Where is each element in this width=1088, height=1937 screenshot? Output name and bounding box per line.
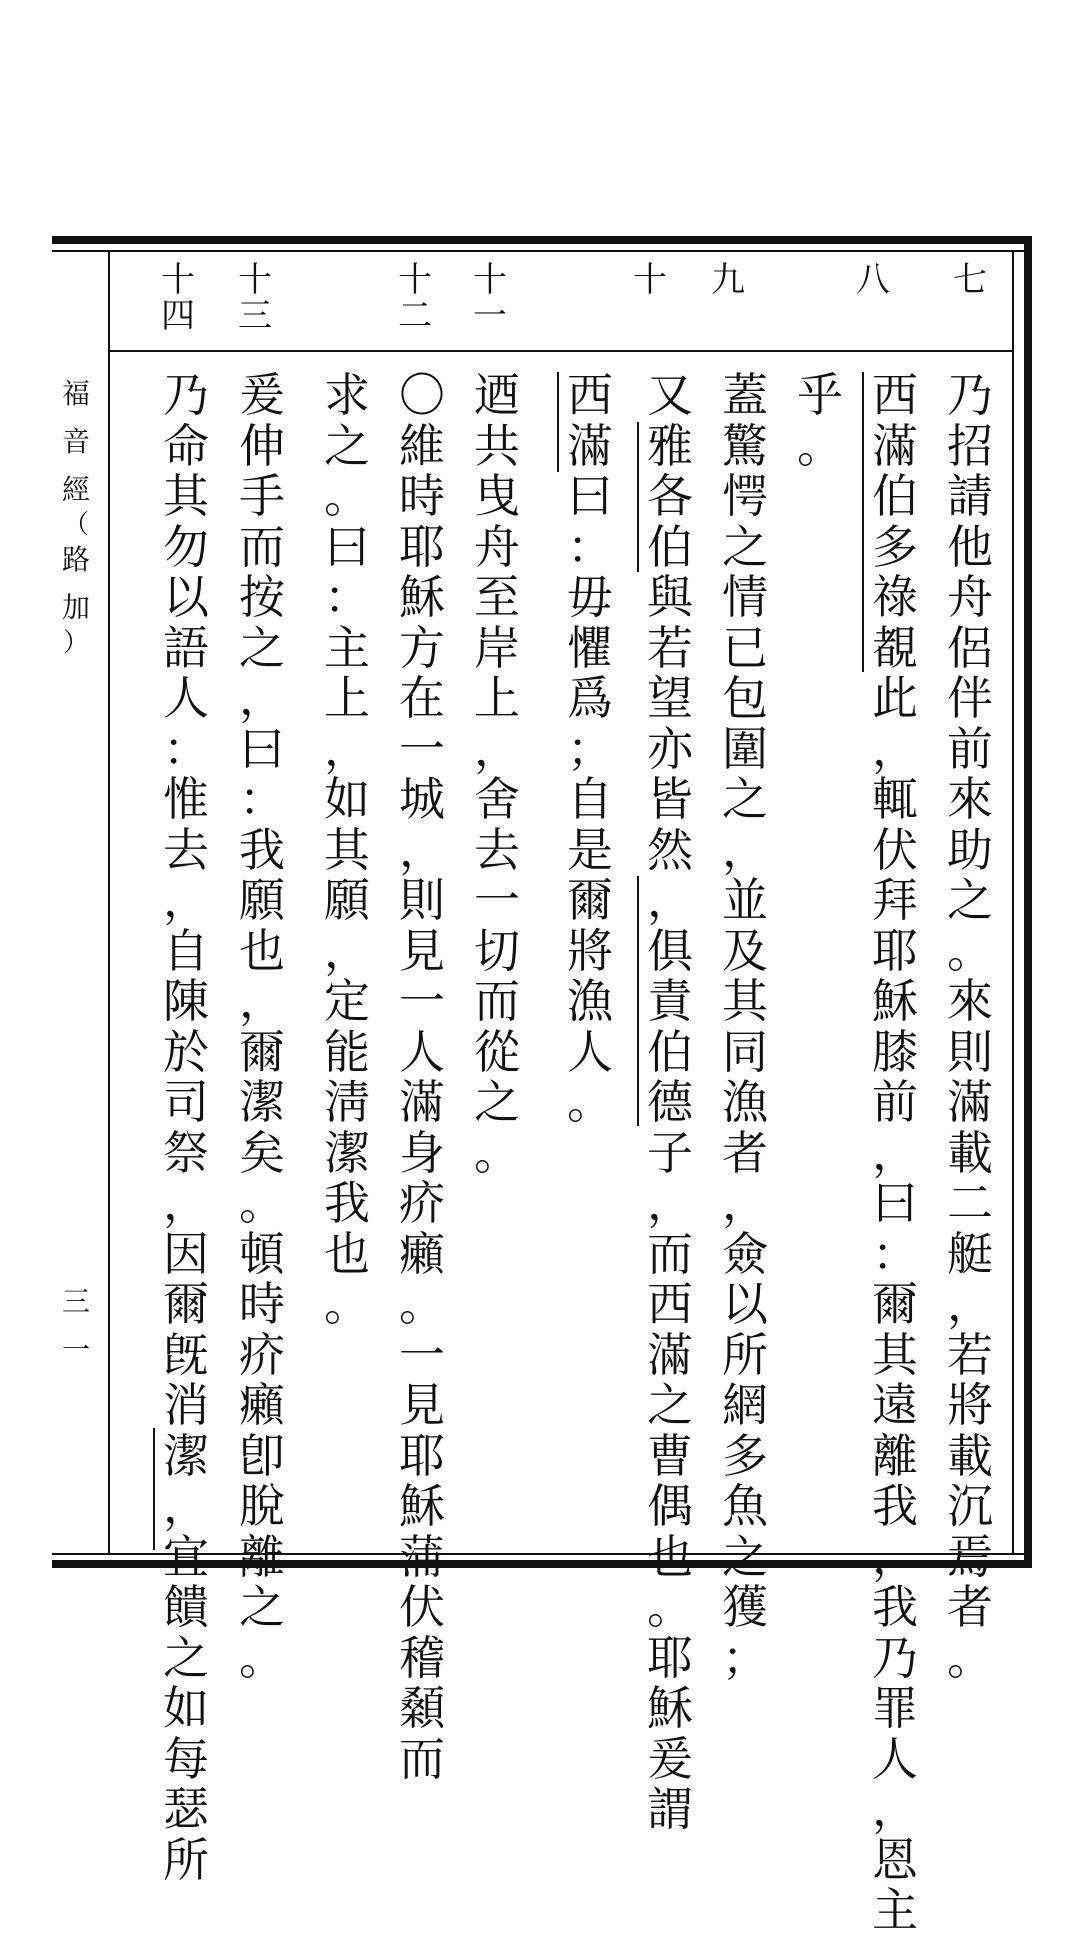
glyph: 一 [399,1327,445,1382]
glyph: 爾 [163,1277,209,1331]
glyph: 其 [324,822,370,877]
glyph: 來 [947,974,993,1028]
text-column [392,370,452,1784]
glyph: 。 [474,1125,520,1180]
glyph: ， [872,1529,918,1584]
glyph: 恩 [872,1832,918,1887]
glyph: 所 [722,1327,768,1382]
glyph: ， [239,974,285,1028]
glyph: 此 [872,671,918,725]
glyph: 之 [239,620,285,675]
glyph: 耶 [399,1428,445,1483]
glyph: 請 [947,469,993,523]
glyph: 自 [163,923,209,978]
glyph: 其 [872,1327,918,1382]
glyph: 舍 [474,772,520,826]
glyph: 。 [647,1580,693,1634]
glyph: 求 [324,368,370,422]
glyph: 蓋 [722,368,768,422]
glyph: 疥 [399,1176,445,1230]
glyph: 偶 [647,1479,693,1533]
glyph: 切 [474,923,520,978]
glyph: 毋 [567,570,613,624]
glyph: 愕 [722,469,768,523]
glyph: 曹 [647,1428,693,1483]
glyph: 並 [722,873,768,927]
glyph: 離 [872,1428,918,1483]
glyph: 之 [474,1075,520,1129]
glyph: 驚 [722,418,768,473]
glyph: 耶 [399,519,445,574]
proper-name-line [557,372,559,472]
frame-inner-left-rule [108,250,110,1555]
glyph: 艇 [947,1226,993,1281]
glyph: 前 [872,1075,918,1129]
glyph: 滿 [947,1075,993,1129]
glyph: 方 [399,620,445,675]
glyph: 之 [647,1378,693,1432]
glyph: 上 [474,671,520,725]
glyph: 手 [239,469,285,523]
glyph: 一 [61,1333,90,1366]
glyph: 十 [238,260,272,300]
glyph: 而 [474,974,520,1028]
glyph: 又 [647,368,693,422]
glyph: 。 [797,418,843,473]
glyph: 蒲 [399,1529,445,1584]
glyph: 也 [239,923,285,978]
book-part-close-paren: ） [62,628,89,658]
glyph: 載 [947,1125,993,1180]
glyph: ， [474,721,520,776]
glyph: 爲 [567,671,613,725]
glyph: 而 [239,519,285,574]
glyph: 以 [722,1277,768,1331]
glyph: 以 [163,570,209,624]
glyph: 能 [324,1024,370,1079]
glyph: ， [722,822,768,877]
glyph: 之 [324,418,370,473]
glyph: 耶 [872,923,918,978]
glyph: 伏 [872,822,918,877]
glyph: 之 [163,1630,209,1685]
glyph: 與 [647,570,693,624]
glyph: 載 [947,1428,993,1483]
glyph: 僉 [722,1226,768,1281]
glyph: 見 [399,923,445,978]
page-number [56,1278,96,1374]
glyph: 耶 [647,1630,693,1685]
glyph: 其 [722,974,768,1028]
glyph: 我 [872,1580,918,1634]
glyph: 懼 [567,620,613,675]
glyph: 消 [163,1378,209,1432]
text-column [560,370,620,1128]
glyph: 音 [61,425,90,458]
glyph: 曰 [567,469,613,523]
glyph: 潔 [324,1125,370,1180]
glyph: 司 [163,1075,209,1129]
glyph: 之 [722,1529,768,1584]
glyph: 〇 [399,368,445,422]
proper-name-line [637,876,639,1126]
glyph: 。 [324,469,370,523]
glyph: 西 [567,368,613,422]
glyph: 疥 [239,1327,285,1382]
glyph: 一 [474,873,520,927]
frame-top-thick-rule [52,236,1032,244]
glyph: 漁 [722,1075,768,1129]
glyph: 身 [399,1125,445,1180]
glyph: 而 [647,1226,693,1281]
glyph: 二 [947,1176,993,1230]
glyph: 之 [947,873,993,927]
glyph: 共 [474,418,520,473]
glyph: 爾 [239,1024,285,1079]
book-part [56,536,96,632]
glyph: 癩 [239,1378,285,1432]
glyph: ， [872,721,918,776]
glyph: 宜 [163,1529,209,1584]
glyph: 自 [567,772,613,826]
glyph: 願 [324,873,370,927]
glyph: 德 [647,1075,693,1129]
glyph: 獲 [722,1580,768,1634]
glyph: ， [872,1125,918,1180]
text-column [940,370,1000,1683]
glyph: 願 [239,873,285,927]
glyph: 人 [872,1731,918,1786]
glyph: 西 [872,368,918,422]
glyph: 包 [722,671,768,725]
glyph: 然 [647,822,693,877]
glyph: 之 [722,772,768,826]
frame-right-thin-rule [1012,250,1014,1555]
glyph: 則 [947,1024,993,1079]
glyph: 前 [947,721,993,776]
glyph: 曰 [324,519,370,574]
glyph: 是 [567,822,613,877]
proper-name-line [153,1428,155,1550]
glyph: 去 [163,822,209,877]
glyph: 瑟 [163,1782,209,1836]
glyph: 三 [238,296,272,336]
glyph: 曰 [872,1176,918,1230]
glyph: ， [872,1782,918,1836]
glyph: 勿 [163,519,209,574]
glyph: 一 [473,296,507,336]
glyph: 罪 [872,1681,918,1735]
glyph: 我 [324,1176,370,1230]
glyph: 按 [239,570,285,624]
glyph: 伯 [647,519,693,574]
glyph: ， [163,1479,209,1533]
glyph: 淸 [324,1075,370,1129]
book-title-text [56,370,96,514]
verse-number-band-rule [108,350,1014,352]
glyph: 。 [947,1630,993,1685]
verse-number [460,262,520,334]
glyph: 沉 [947,1479,993,1533]
frame-top-thin-rule [52,250,1032,252]
glyph: 。 [239,1630,285,1685]
glyph: 情 [722,570,768,624]
glyph: ： [163,721,209,776]
glyph: 網 [722,1378,768,1432]
verse-number: 八 [856,260,890,300]
text-column [790,370,850,471]
glyph: 穌 [399,570,445,624]
glyph: 上 [324,671,370,725]
glyph: 岸 [474,620,520,675]
glyph: ， [647,1176,693,1230]
glyph: 魚 [722,1479,768,1533]
glyph: 。 [567,1075,613,1129]
glyph: 主 [324,620,370,675]
glyph: 也 [324,1226,370,1281]
glyph: 爰 [239,368,285,422]
glyph: 福 [61,377,90,410]
verse-number: 十 [633,260,667,300]
glyph: ， [239,671,285,725]
glyph: ： [324,570,370,624]
glyph: 饋 [163,1580,209,1634]
verse-number [385,262,445,334]
glyph: 滿 [567,418,613,473]
glyph: 若 [647,620,693,675]
text-column [865,370,925,1936]
text-column [640,370,700,1835]
glyph: 伴 [947,671,993,725]
text-column [232,370,292,1683]
glyph: 伯 [647,1024,693,1079]
glyph: 若 [947,1327,993,1382]
verse-number [148,262,208,334]
glyph: 因 [163,1226,209,1281]
glyph: 一 [399,721,445,776]
glyph: ： [239,772,285,826]
proper-name-line [862,372,864,672]
text-column [156,370,216,1885]
glyph: 十 [398,260,432,300]
glyph: 其 [163,469,209,523]
glyph: 望 [647,671,693,725]
glyph: 漁 [567,974,613,1028]
glyph: 者 [722,1125,768,1180]
glyph: 各 [647,469,693,523]
glyph: ， [324,721,370,776]
glyph: 於 [163,1024,209,1079]
glyph: 輒 [872,772,918,826]
glyph: 卽 [239,1428,285,1483]
glyph: 伸 [239,418,285,473]
glyph: 西 [647,1277,693,1331]
glyph: 十 [473,260,507,300]
glyph: 伯 [872,469,918,523]
glyph: 加 [61,591,90,624]
glyph: 爾 [872,1277,918,1331]
glyph: 將 [947,1378,993,1432]
glyph: 滿 [872,418,918,473]
glyph: 顙 [399,1681,445,1735]
glyph: 惟 [163,772,209,826]
glyph: 主 [872,1883,918,1937]
glyph: 侶 [947,620,993,675]
glyph: ： [872,1226,918,1281]
glyph: ， [399,822,445,877]
glyph: 之 [239,1580,285,1634]
glyph: 多 [722,1428,768,1483]
glyph: 矣 [239,1125,285,1180]
text-column [467,370,527,1178]
glyph: ； [567,721,613,776]
verse-number: 七 [953,260,987,300]
glyph: 焉 [947,1529,993,1584]
glyph: 癩 [399,1226,445,1281]
book-title [56,370,96,658]
glyph: 他 [947,519,993,574]
glyph: 曰 [239,721,285,776]
glyph: 如 [324,772,370,826]
glyph: 爾 [567,873,613,927]
glyph: 遠 [872,1378,918,1432]
verse-number: 九 [711,260,745,300]
glyph: ， [163,1176,209,1230]
glyph: 從 [474,1024,520,1079]
glyph: 雅 [647,418,693,473]
glyph: 每 [163,1731,209,1786]
glyph: ， [324,923,370,978]
glyph: 我 [872,1479,918,1533]
book-part-open-paren: （ [62,510,89,540]
glyph: 。 [947,923,993,978]
glyph: 。 [399,1277,445,1331]
glyph: 人 [567,1024,613,1079]
glyph: 責 [647,974,693,1028]
glyph: 語 [163,620,209,675]
glyph: 如 [163,1681,209,1735]
glyph: 舟 [474,519,520,574]
glyph: 及 [722,923,768,978]
glyph: 路 [61,543,90,576]
glyph: 祭 [163,1125,209,1180]
glyph: 經 [61,473,90,506]
glyph: 覩 [872,620,918,675]
glyph: 滿 [647,1327,693,1382]
glyph: ； [722,1630,768,1685]
glyph: 者 [947,1580,993,1634]
glyph: 陳 [163,974,209,1028]
glyph: 稽 [399,1630,445,1685]
glyph: 亦 [647,721,693,776]
glyph: 離 [239,1529,285,1584]
glyph: 潔 [239,1075,285,1129]
glyph: 三 [61,1285,90,1318]
glyph: 多 [872,519,918,574]
glyph: 。 [324,1277,370,1331]
glyph: 二 [398,296,432,336]
verse-number [225,262,285,334]
glyph: ， [722,1176,768,1230]
glyph: 四 [161,296,195,336]
glyph: 祿 [872,570,918,624]
glyph: 滿 [399,1075,445,1129]
glyph: 城 [399,772,445,826]
glyph: 之 [722,519,768,574]
frame-right-thick-rule [1024,236,1032,1568]
glyph: 膝 [872,1024,918,1079]
glyph: 子 [647,1125,693,1180]
glyph: 也 [647,1529,693,1584]
glyph: 招 [947,418,993,473]
glyph: 俱 [647,923,693,978]
proper-name-line [637,422,639,572]
glyph: ， [647,873,693,927]
glyph: 旣 [163,1327,209,1382]
glyph: ， [947,1277,993,1331]
glyph: 維 [399,418,445,473]
glyph: 所 [163,1832,209,1887]
glyph: 穌 [647,1681,693,1735]
glyph: 而 [399,1731,445,1786]
glyph: 皆 [647,772,693,826]
glyph: 已 [722,620,768,675]
glyph: 一 [399,974,445,1028]
glyph: 定 [324,974,370,1028]
glyph: 爰 [647,1731,693,1786]
glyph: 人 [163,671,209,725]
glyph: 頓 [239,1226,285,1281]
glyph: 拜 [872,873,918,927]
glyph: 圍 [722,721,768,776]
glyph: 迺 [474,368,520,422]
glyph: 將 [567,923,613,978]
glyph: 舟 [947,570,993,624]
glyph: ： [567,519,613,574]
glyph: 人 [399,1024,445,1079]
glyph: 時 [399,469,445,523]
glyph: 穌 [399,1479,445,1533]
glyph: 見 [399,1378,445,1432]
glyph: 助 [947,822,993,877]
glyph: ， [163,873,209,927]
glyph: 。 [239,1176,285,1230]
glyph: 乃 [947,368,993,422]
glyph: 在 [399,671,445,725]
glyph: 謂 [647,1782,693,1836]
glyph: 曳 [474,469,520,523]
glyph: 穌 [872,974,918,1028]
text-column [317,370,377,1330]
glyph: 乎 [797,368,843,422]
glyph: 乃 [872,1630,918,1685]
glyph: 至 [474,570,520,624]
glyph: 潔 [163,1428,209,1483]
glyph: 來 [947,772,993,826]
glyph: 伏 [399,1580,445,1634]
glyph: 我 [239,822,285,877]
glyph: 十 [161,260,195,300]
glyph: 去 [474,822,520,877]
glyph: 命 [163,418,209,473]
glyph: 乃 [163,368,209,422]
glyph: 時 [239,1277,285,1331]
glyph: 同 [722,1024,768,1079]
text-column [715,370,775,1683]
glyph: 脫 [239,1479,285,1533]
glyph: 則 [399,873,445,927]
